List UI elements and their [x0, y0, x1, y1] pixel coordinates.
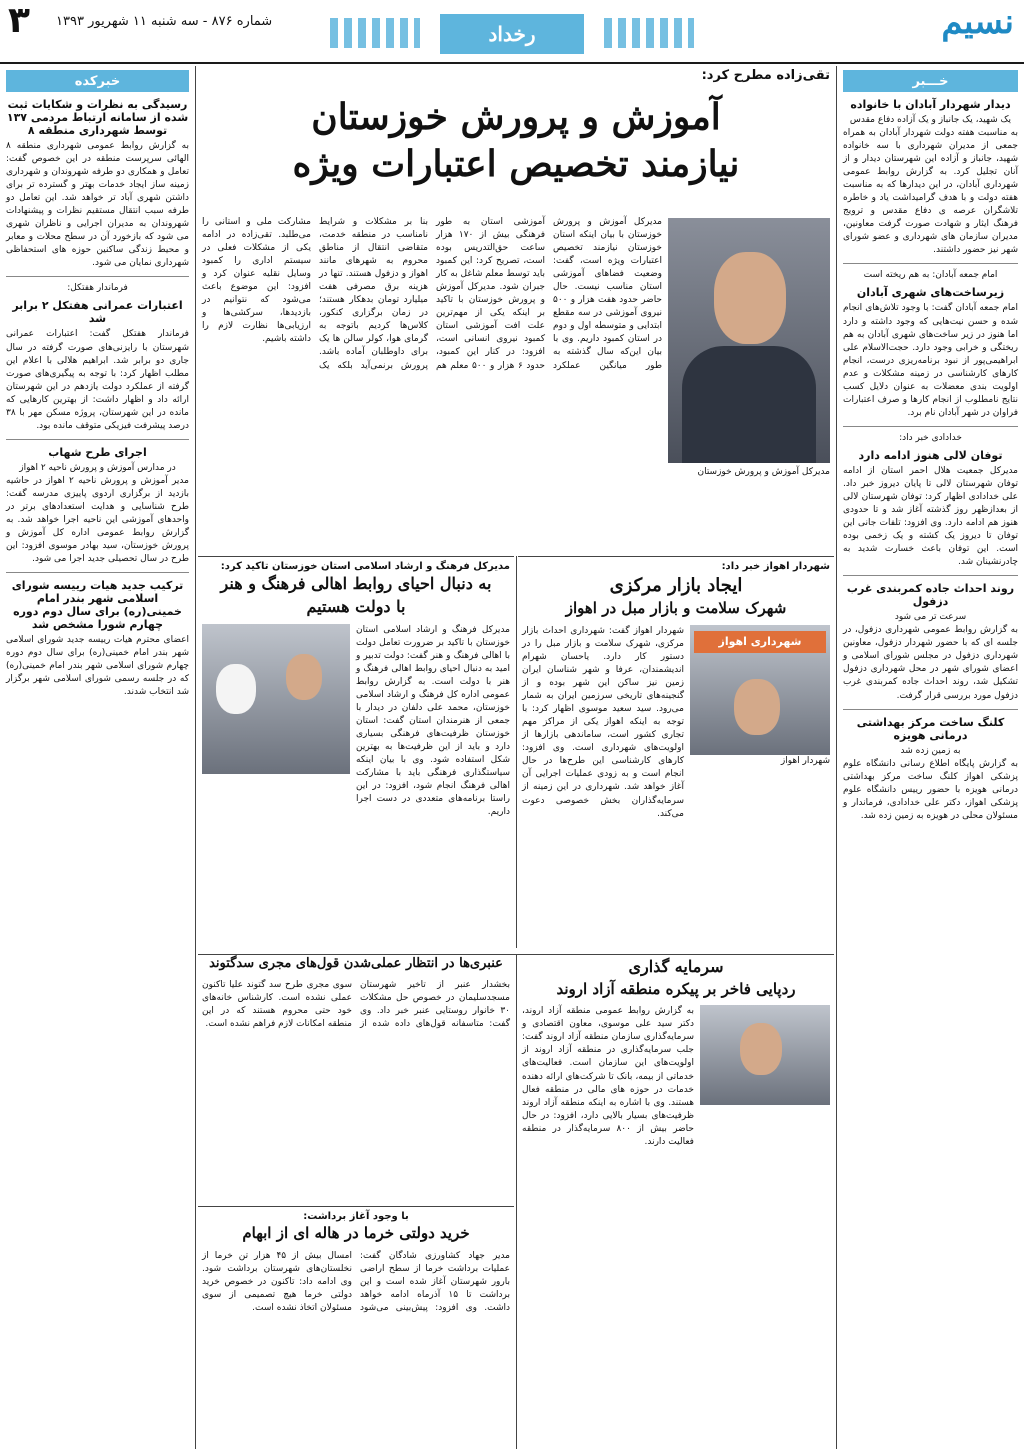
news-item-title: دیدار شهردار آبادان با خانواده — [850, 98, 1011, 111]
story-kicker: شهردار اهواز خبر داد: — [721, 561, 830, 572]
divider — [516, 954, 517, 1449]
news-item-title: اعتبارات عمرانی هفتکل ۲ برابر شد — [12, 299, 183, 326]
story-headline: ردپایی فاخر بر پیکره منطقه آزاد اروند — [556, 979, 796, 998]
dates-story — [198, 1206, 514, 1450]
left-column-title: خبرکده — [6, 70, 189, 92]
story-headline: خرید دولتی خرما در هاله ای از ابهام — [242, 1224, 470, 1242]
lead-caption: مدیرکل آموزش و پرورش خوزستان — [697, 467, 830, 477]
story-headline: عنبری‌ها در انتظار عملی‌شدن قول‌های مجری سدگتوند — [209, 956, 503, 971]
news-item-body: به گزارش پایگاه اطلاع رسانی دانشگاه علوم پزشکی اهواز کلنگ ساخت مرکز بهداشتی درمانی هویزه با حضور رییس دانشگاه علوم پزشکی اهواز، دکتر علی خدادادی، فرماندار و مسئولان محلی در هویزه به زمین زده شد. — [843, 758, 1018, 821]
news-item-title: توفان لالی هنوز ادامه دارد — [858, 448, 1003, 462]
culture-story — [198, 556, 514, 949]
news-item-body: به گزارش روابط عمومی شهرداری منطقه ۸ الهائی سرپرست منطقه در این خصوص گفت: تعامل و همکاری دو طرفه شهروندان و شهرداری زمینه ساز ایجاد خدمات بهتر و گسترده تر برای داشتن شهری آباد تر خواهد شد. این تعامل دو طرفه سبب انتقال مستقیم نظرات و پیشنهادات شهروندان به مدیران اجرایی و ناظران شهری می شود که بازخورد آن در سطح محلات و معابر و محیط زندگی ساکنین حوزه های استحفاظی شهرداری نمایان می شود. — [6, 141, 189, 269]
lead-headline-line2: نیازمند تخصیص اعتبارات ویژه — [292, 142, 740, 185]
story-body: بخشدار عنبر از تاخیر شهرستان مسجدسلیمان در خصوص حل مشکلات ۳۰ خانوار روستایی عنبر خبر داد. وی گفت: متاسفانه قول‌های داده شده از سوی مجری طرح سد گتوند علیا تاکنون عملی نشده است. کارشناس خانه‌های خود حتی محروم هستند که در این منطقه امکانات لازم فراهم نشده است. — [202, 979, 510, 1030]
portrait-face — [714, 252, 786, 344]
news-item-body: به مناسبت هفته دولت شهردار آبادان به همراه جمعی از مدیران شهرداری با سه خانواده شهید، جانباز و آزاده این شهرستان دیدار و از آنان تجلیل کرد. به گزارش روابط عمومی شهرداری آبادان، در این دیدارها که به مناسبت هفته دولت و با هدف گرامیداشت یاد و خاطره تلاشگران عرصه ی دفاع مقدس و ترویج فرهنگ ایثار و شهادت صورت گرفت معاونین، مدیران سازمان های شهرداری و عضو شورای شهر نیز حضور داشتند. — [843, 128, 1018, 256]
photo-banner: شهرداری اهواز — [694, 631, 826, 653]
lead-caption-box — [668, 466, 830, 550]
news-item-body: مدیر آموزش و پرورش ناحیه ۲ اهواز در حاشیه بازدید از برگزاری اردوی پاییزی مدرسه گفت: طرح شناسایی و هدایت استعدادهای برتر در واحدهای آموزشی این ناحیه اجرا خواهد شد. به گزارش روابط عمومی اداره کل آموزش و پرورش خوزستان، سید بهادر موسوی افزود: این طرح در سال تحصیلی جدید اجرا می شود. — [6, 475, 189, 565]
news-item-body: فرماندار هفتکل گفت: اعتبارات عمرانی شهرستان با رایزنی‌های صورت گرفته در سال جاری دو برابر شد. ابراهیم هلالی با اعلام این مطلب اظهار کرد: با توجه به پیگیری‌های صورت گرفته از عملکرد دولت یازدهم در این شهرستان ارائه داد و اظهار داشت: از بهترین کارهایی که مانده در این شهرستان، پروژه مسکن مهر با ۳۸ درصد پیشرفت فیزیکی متوقف مانده بود. — [6, 329, 189, 431]
story-body: مدیرکل فرهنگ و ارشاد اسلامی استان خوزستان با تاکید بر ضرورت تعامل دولت با اهالی فرهنگ و هنر گفت: دولت تدبیر و امید به دنبال احیای روابط اهالی فرهنگ و هنر با دولت است. به گزارش روابط عمومی اداره کل فرهنگ و ارشاد اسلامی خوزستان، محمد علی دلفان در دیدار با جمعی از هنرمندان استان گفت: استان خوزستان ظرفیت‌های فرهنگی بسیاری دارد و باید از این ظرفیت‌ها به بهترین شکل استفاده شود. وی با بیان اینکه سیاستگذاری فرهنگی باید با مشارکت اهالی فرهنگ انجام شود، افزود: در این راستا برنامه‌های متعددی در دست اجرا داریم. — [356, 624, 510, 818]
right-column-title: خـــبر — [843, 70, 1018, 92]
masthead — [0, 0, 1024, 64]
news-item-title: رسیدگی به نظرات و شکایات ثبت شده از سامانه ارتباط مردمی ۱۳۷ توسط شهرداری منطقه ۸ — [6, 98, 189, 137]
right-news-column — [836, 66, 1024, 1449]
news-item-subtitle: یک شهید، یک جانباز و یک آزاده دفاع مقدس — [849, 115, 1012, 125]
turban-figure — [216, 664, 256, 714]
portrait-face — [286, 654, 322, 700]
story-headline: ایجاد بازار مرکزی — [609, 575, 743, 596]
news-item-body: امام جمعه آبادان گفت: با وجود تلاش‌های انجام شده و حسن نیت‌هایی که وجود داشته و دارد اما هنوز در زیر ساخت‌های شهری آبادان به هم ریختگی و خرابی وجود دارد. حجت‌الاسلام علی ابراهیمی‌پور از نبود برنامه‌ریزی درست، انجام کارهای کارشناسی در زمینه مشکلات و عدم اولویت بندی معضلات به عنوان دلایل کسب نتایج نامطلوب از انجام کارها و صرف اعتبارات فراوان در شهر آبادان نام برد. — [843, 303, 1018, 418]
news-item — [843, 270, 1018, 419]
investment-story — [518, 954, 834, 1450]
news-item-title: ترکیب جدید هیات رییسه شورای اسلامی شهر بندر امام خمینی(ره) برای سال دوم دوره چهارم شورا مشخص شد — [11, 579, 184, 632]
news-item-title: کلنگ ساخت مرکز بهداشتی درمانی هویزه — [856, 715, 1005, 742]
section-title: رخداد — [440, 14, 584, 54]
story-body: شهردار اهواز گفت: شهرداری احداث بازار مرکزی، شهرک سلامت و بازار مبل را در دستور کار دارد. یاحسان شهرام اندیشمندان، عرفا و شهر شناسان ایران زمین نیز ساکن این شهر بوده و از گنجینه‌های تاریخی سرزمین ایران به شمار می‌رود. سید سعید موسوی اظهار کرد: با توجه به اینکه اهواز یکی از مراکز مهم تجاری کشور است، ساماندهی بازارها از اولویت‌های شهرداری است. وی افزود: کارهای کارشناسی این طرح‌ها در حال انجام است و به زودی عملیات اجرایی آن آغاز خواهد شد. شهرداری در این زمینه از سرمایه‌گذاران بخش خصوصی دعوت می‌کند. — [522, 625, 684, 819]
lead-kicker: تقی‌زاده مطرح کرد: — [701, 68, 830, 83]
divider — [6, 439, 189, 440]
portrait-face — [740, 1023, 782, 1075]
news-item — [843, 98, 1018, 257]
investment-photo — [700, 1005, 830, 1105]
news-item-body: اعضای محترم هیات رییسه جدید شورای اسلامی شهر بندر امام خمینی(ره) برای سال دوم دوره چهارم شورای اسلامی شهر بندر امام خمینی(ره) که در جلسه رسمی شورای اسلامی شهر برگزار شد انتخاب شدند. — [6, 635, 189, 698]
page-number: ۳ — [8, 0, 30, 41]
news-item — [843, 716, 1018, 823]
anbari-story — [198, 954, 514, 1200]
story-kicker: سرمایه گذاری — [628, 957, 724, 976]
bazaar-story — [518, 556, 834, 949]
divider — [843, 709, 1018, 710]
news-item-body: مدیرکل جمعیت هلال احمر استان از ادامه توفان شهرستان لالی تا پایان دیروز خبر داد. علی خدادادی اظهار کرد: توفان شهرستان لالی از بعدازظهر روز گذشته آغاز شد و تا حدودی هنوز هم ادامه دارد. وی افزود: تلفات جانی این توفان تا دیروز یک کشته و یک زخمی بوده است. این توفان باعث خسارت شدید به چادرنشینان شد. — [843, 465, 1018, 568]
news-item-subtitle: خدادادی خبر داد: — [899, 432, 962, 443]
divider — [843, 263, 1018, 264]
story-body: مدیر جهاد کشاورزی شادگان گفت: عملیات برداشت خرما از سطح اراضی بارور شهرستان آغاز شده است و این برداشت تا ۱۵ آذرماه ادامه خواهد داشت. وی افزود: پیش‌بینی می‌شود امسال بیش از ۴۵ هزار تن خرما از نخلستان‌های شهرستان برداشت شود. وی ادامه داد: تاکنون در خصوص خرید دولتی خرما هیچ تصمیمی از سوی مسئولان اتخاذ نشده است. — [202, 1250, 510, 1313]
culture-photo — [202, 624, 350, 774]
left-news-column — [0, 66, 196, 1449]
story-kicker: مدیرکل فرهنگ و ارشاد اسلامی استان خوزستان تاکید کرد: — [220, 561, 510, 572]
portrait-suit — [682, 346, 816, 463]
news-item — [6, 283, 189, 432]
lead-headline-line1: آموزش و پرورش خوزستان — [311, 96, 721, 138]
divider — [843, 426, 1018, 427]
ornament-right — [604, 18, 694, 48]
newspaper-logo: نسیم — [941, 2, 1014, 42]
center-area — [198, 66, 834, 1449]
lead-body-text: مدیرکل آموزش و پرورش خوزستان با بیان اینکه استان خوزستان نیازمند تخصیص اعتبارات ویژه است، گفت: وضعیت فضاهای آموزشی استان مناسب نیست. حال حاضر حدود هفت هزار و ۵۰۰ نیروی آموزشی در سه مقطع ابتدایی و متوسطه اول و دوم در استان کمبود داریم. وی با بیان این‌که سال گذشته به طور میانگین عملکرد آموزشی استان به طور فرهنگی بیش از ۱۷۰ هزار ساعت حق‌التدریس بوده است، تصریح کرد: این کمبود باید توسط معلم شاغل به کار جبران شود. مدیرکل آموزش و پرورش خوزستان با تاکید بر اینکه یکی از مهم‌ترین علت افت آموزشی استان کمبود نیروی انسانی است، افزود: در کنار این کمبود، حدود ۶ هزار و ۵۰۰ معلم هم بنا بر مشکلات و شرایط نامناسب در منطقه خدمت، متقاضی انتقال از مناطق محروم به شهرهای مانند اهواز و دزفول هستند. تنها در هزینه برق مصرفی هفت میلیارد تومان بدهکار هستند؛ در زمان برگزاری کنکور، کلاس‌ها کردیم باتوجه به گرمای هوا، کولر سالن ها یک برای داوطلبان آماده باشد. پرورش برنمی‌آید بلکه یک مشارکت ملی و استانی را می‌طلبد. تقی‌زاده در ادامه یکی از مشکلات فعلی در سیستم اداری را کمبود وسایل نقلیه عنوان کرد و افزود: این موضوع باعث می‌شود که نتوانیم در بازدیدها، سرکشی‌ها و ارزیابی‌ها نظارت لازم را داشته باشیم. — [202, 217, 662, 371]
ornament-left — [330, 18, 420, 48]
photo-caption: شهردار اهواز — [780, 755, 830, 766]
news-item-title: زیرساخت‌های شهری آبادان — [856, 286, 1005, 300]
story-headline: به دنبال احیای روابط اهالی فرهنگ و هنر — [220, 574, 492, 593]
news-item — [6, 579, 189, 699]
news-item-subtitle: به زمین زده شد — [900, 745, 961, 756]
story-headline-2: شهرک سلامت و بازار مبل در اهواز — [565, 599, 787, 618]
news-item — [6, 98, 189, 270]
lead-headline — [208, 94, 824, 188]
divider — [6, 572, 189, 573]
divider — [516, 556, 517, 948]
issue-info: شماره ۸۷۶ - سه شنبه ۱۱ شهریور ۱۳۹۳ — [56, 14, 273, 29]
lead-photo — [668, 218, 830, 463]
news-item-subtitle: در مدارس آموزش و پرورش ناحیه ۲ اهواز — [19, 462, 176, 473]
news-item — [843, 582, 1018, 702]
news-item — [6, 446, 189, 566]
news-item-body: به گزارش روابط عمومی شهرداری دزفول، در جلسه ای که با حضور شهردار دزفول، معاونین شهرداری دزفول در مجلس شورای اسلامی و اعضای شورای شهر در محل شهرداری دزفول تشکیل شد، روند احداث جاده کمربندی غرب دزفول مورد بررسی قرار گرفت. — [843, 625, 1018, 701]
news-item-subtitle: امام جمعه آبادان: به هم ریخته است — [863, 270, 998, 281]
story-body: به گزارش روابط عمومی منطقه آزاد اروند، دکتر سید علی موسوی، معاون اقتصادی و سرمایه‌گذاری سازمان منطقه آزاد اروند گفت: جلب سرمایه‌گذاری در منطقه آزاد اروند از اولویت‌های این سازمان است. فعالیت‌های خدماتی از بیمه، بانک تا شرکت‌های ارائه دهنده خدمات در حوزه های مالی در منطقه فعال هستند. وی با اشاره به اینکه منطقه آزاد اروند ظرفیت‌های بسیار بالایی دارد، افزود: در حال حاضر بیش از ۸۰۰ سرمایه‌گذار در منطقه فعالیت دارند. — [522, 1006, 694, 1147]
news-item-title: اجرای طرح شهاب — [48, 445, 147, 459]
bazaar-photo — [690, 625, 830, 755]
divider — [6, 276, 189, 277]
lead-body — [202, 216, 662, 550]
news-item — [843, 433, 1018, 569]
news-item-subtitle: سرعت تر می شود — [894, 612, 967, 623]
divider — [843, 575, 1018, 576]
story-kicker: با وجود آغاز برداشت: — [303, 1211, 409, 1222]
news-item-title: روند احداث جاده کمربندی غرب دزفول — [846, 582, 1015, 609]
news-item-subtitle: فرماندار هفتکل: — [67, 283, 128, 294]
story-headline-2: با دولت هستیم — [306, 596, 406, 616]
portrait-face — [734, 679, 780, 735]
